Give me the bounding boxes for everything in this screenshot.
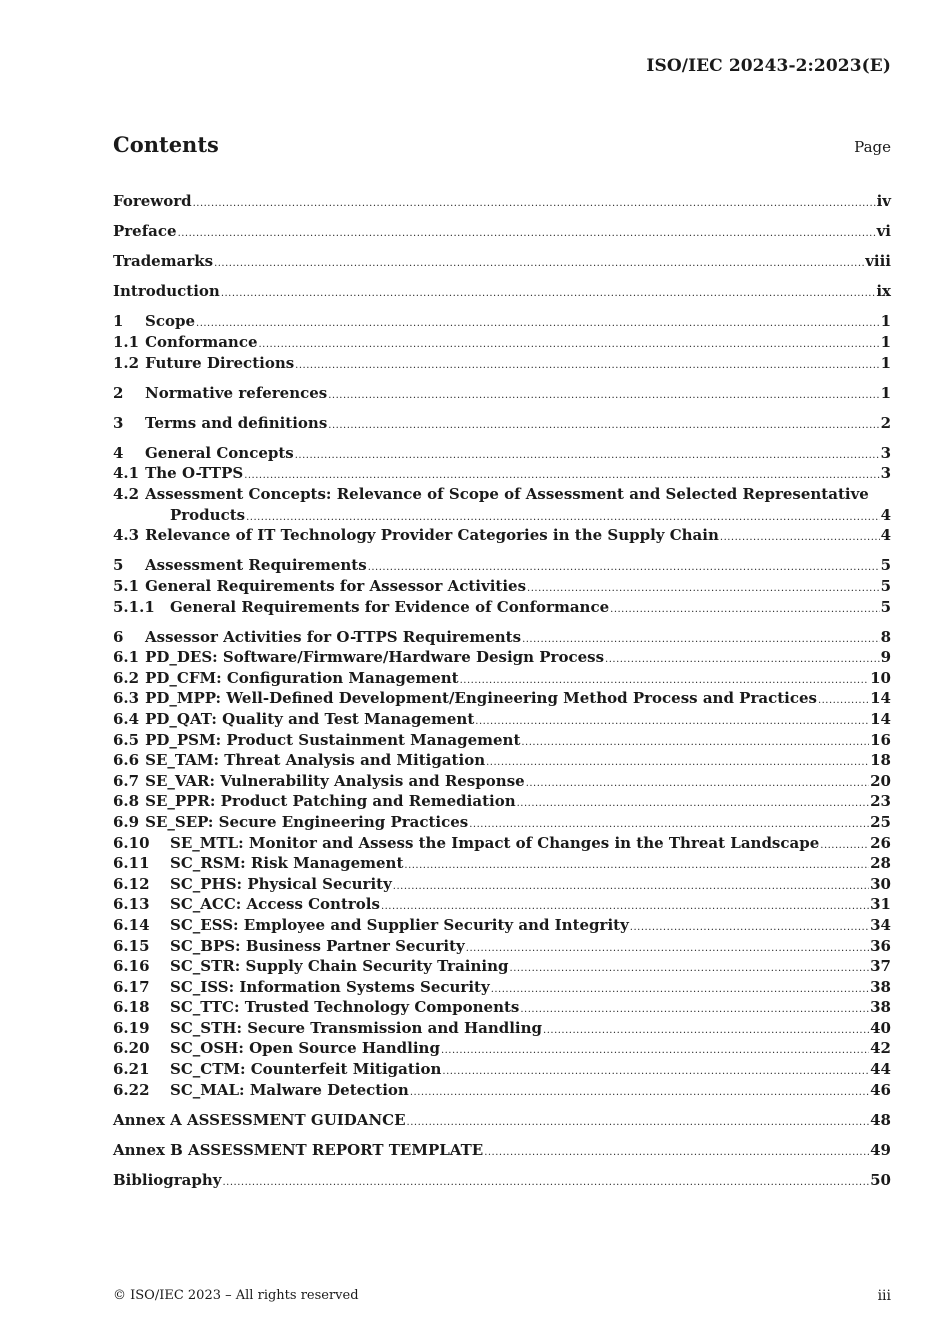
dot-leader [484,1143,869,1164]
toc-entry[interactable] [113,833,891,854]
toc-entry-title: Annex B ASSESSMENT REPORT TEMPLATE [113,1140,484,1159]
toc-entry-page: 38 [870,998,891,1017]
toc-group [113,555,891,617]
toc-entry-number: 6.3 [113,689,140,708]
toc-entry-title: Terms and definitions [145,413,328,432]
toc-entry-page: 9 [880,648,891,667]
toc-entry[interactable] [113,191,891,212]
toc-entry-title: General Concepts [145,443,294,462]
toc-entry-page: 2 [880,413,891,432]
dot-leader [404,856,869,877]
toc-entry-number: 1 [113,312,124,331]
dot-leader [328,416,879,437]
toc-entry-title: SE_VAR: Vulnerability Analysis and Response [145,771,525,790]
page-footer [113,1288,891,1304]
toc-entry[interactable] [113,555,891,576]
toc-entry-page: 14 [870,689,891,708]
contents-title: Contents [113,132,219,157]
toc-group [113,311,891,373]
toc-entry[interactable] [113,730,891,751]
toc-entry-title: SC_CTM: Counterfeit Mitigation [170,1060,442,1079]
dot-leader [820,836,869,857]
dot-leader [221,284,876,305]
toc-entry-number: 2 [113,383,124,402]
toc-entry-page: 25 [870,812,891,831]
toc-entry-page: 36 [870,936,891,955]
toc-entry[interactable] [113,1110,891,1131]
toc-group [113,383,891,404]
toc-entry-title: SE_TAM: Threat Analysis and Mitigation [145,751,486,770]
toc-entry-number: 6.19 [113,1018,150,1037]
toc-entry[interactable] [113,353,891,374]
toc-entry-number: 5.1 [113,576,140,595]
toc-entry-number: 1.2 [113,353,140,372]
toc-entry-number: 6.8 [113,792,140,811]
toc-group [113,1140,891,1161]
toc-entry-title: SC_ESS: Employee and Supplier Security and Integrity [170,915,629,934]
toc-entry-page: iv [876,192,891,210]
toc-entry-page: 50 [870,1170,891,1189]
toc-entry-page: 26 [870,833,891,852]
toc-entry-title: SC_RSM: Risk Management [170,854,404,873]
toc-entry-page: 4 [880,505,891,524]
toc-entry-number: 6.7 [113,771,140,790]
toc-entry-page: 10 [870,668,891,687]
toc-entry-number: 6 [113,627,124,646]
toc-entry[interactable] [113,771,891,792]
toc-entry[interactable] [113,1080,891,1101]
dot-leader [193,194,876,215]
toc-entry-title: SC_OSH: Open Source Handling [170,1039,440,1058]
toc-entry-title: SC_ACC: Access Controls [170,895,380,914]
toc-entry[interactable] [113,1018,891,1039]
toc-entry[interactable] [113,997,891,1018]
dot-leader [214,254,864,275]
toc-group [113,221,891,242]
dot-leader [610,600,879,621]
toc-entry-title: Assessment Concepts: Relevance of Scope of Assessment and Selected Representative [145,485,869,504]
dot-leader [259,335,880,356]
toc-entry-page: 42 [870,1039,891,1058]
toc-entry-title: Assessment Requirements [145,556,367,575]
toc-entry-title: Trademarks [113,252,214,271]
toc-entry-page: 49 [870,1140,891,1159]
toc-entry[interactable] [113,383,891,404]
toc-entry-number: 4.1 [113,464,140,483]
toc-entry-number: 4.3 [113,526,140,545]
toc-entry-title: PD_CFM: Configuration Management [145,668,459,687]
dot-leader [521,733,869,754]
page-number: iii [877,1288,891,1304]
dot-leader [178,224,876,245]
dot-leader [818,691,869,712]
dot-leader [520,1000,869,1021]
toc-entry-title: SC_TTC: Trusted Technology Components [170,998,520,1017]
toc-entry[interactable] [113,1170,891,1191]
toc-entry-number: 5.1.1 [113,597,155,616]
toc-entry[interactable] [113,443,891,464]
toc-entry[interactable] [113,750,891,771]
toc-entry-page: 16 [870,730,891,749]
toc-entry-page: vi [876,222,891,241]
dot-leader [543,1021,869,1042]
toc-entry-title: Normative references [145,383,328,402]
dot-leader [526,774,869,795]
toc-entry-number: 6.2 [113,668,140,687]
toc-entry-title: PD_MPP: Well-Defined Development/Engineering Method Process and Practices [145,689,817,708]
toc-entry-page: 48 [870,1110,891,1129]
toc-entry-number: 6.10 [113,833,150,852]
toc-entry-title: SC_ISS: Information Systems Security [170,977,490,996]
toc-entry-page: 28 [870,854,891,873]
toc-entry-page: 20 [870,771,891,790]
toc-entry-page: 4 [880,526,891,545]
toc-entry[interactable] [113,874,891,895]
toc-group [113,191,891,212]
toc-entry-title: SC_STR: Supply Chain Security Training [170,957,509,976]
toc-entry-continuation[interactable] [113,505,891,526]
table-of-contents [113,191,891,1200]
dot-leader [441,1041,869,1062]
toc-entry-page: 1 [880,383,891,402]
dot-leader [517,794,870,815]
toc-entry-title: General Requirements for Evidence of Conformance [170,597,610,616]
toc-entry-title: SC_BPS: Business Partner Security [170,936,465,955]
toc-entry[interactable] [113,956,891,977]
toc-entry-number: 6.16 [113,957,150,976]
toc-entry[interactable] [113,894,891,915]
toc-entry[interactable] [113,1038,891,1059]
dot-leader [720,528,880,549]
dot-leader [407,1113,870,1134]
toc-entry-title: Introduction [113,282,220,301]
dot-leader [491,980,869,1001]
toc-entry-number: 6.20 [113,1039,150,1058]
toc-entry-title: Relevance of IT Technology Provider Categories in the Supply Chain [145,526,719,545]
dot-leader [196,314,880,335]
dot-leader [486,753,869,774]
toc-entry-page: 44 [870,1060,891,1079]
dot-leader [475,712,869,733]
toc-entry-page: 5 [880,597,891,616]
toc-entry[interactable] [113,576,891,597]
toc-entry-number: 6.6 [113,751,140,770]
toc-entry-page: 1 [880,312,891,331]
toc-entry-page: viii [865,252,891,271]
toc-entry-page: 5 [880,576,891,595]
contents-title-row [113,132,891,157]
toc-entry-title: Bibliography [113,1170,222,1189]
toc-entry-page: 37 [870,957,891,976]
toc-entry[interactable] [113,647,891,668]
toc-entry[interactable] [113,1059,891,1080]
toc-entry-title: Preface [113,222,177,241]
toc-entry-number: 6.21 [113,1060,150,1079]
toc-entry-title: Annex A ASSESSMENT GUIDANCE [113,1110,406,1129]
dot-leader [510,959,870,980]
toc-group [113,443,891,546]
toc-entry[interactable] [113,525,891,546]
toc-group [113,413,891,434]
toc-entry-page: 30 [870,874,891,893]
toc-entry-title: SE_PPR: Product Patching and Remediation [145,792,516,811]
toc-entry[interactable] [113,597,891,618]
page-column-label: Page [854,138,891,156]
toc-entry[interactable] [113,812,891,833]
dot-leader [630,918,869,939]
toc-entry[interactable] [113,688,891,709]
toc-entry-title: SC_PHS: Physical Security [170,874,392,893]
toc-entry-number: 6.17 [113,977,150,996]
toc-entry-number: 3 [113,413,124,432]
toc-entry-page: 5 [880,556,891,575]
toc-entry-page: 8 [880,627,891,646]
dot-leader [295,446,880,467]
toc-entry-number: 6.1 [113,648,140,667]
toc-entry-number: 5 [113,556,124,575]
toc-entry-title: Conformance [145,332,258,351]
toc-entry-page: 1 [880,353,891,372]
toc-entry[interactable] [113,1140,891,1161]
toc-entry[interactable] [113,977,891,998]
toc-entry[interactable] [113,311,891,332]
toc-group [113,1110,891,1131]
toc-entry-title: Foreword [113,192,192,210]
toc-entry[interactable] [113,484,891,505]
toc-entry[interactable] [113,627,891,648]
toc-entry[interactable] [113,413,891,434]
toc-entry-page: 23 [870,792,891,811]
toc-entry-page: 14 [870,709,891,728]
toc-entry-number: 6.15 [113,936,150,955]
toc-group [113,281,891,302]
toc-entry[interactable] [113,936,891,957]
dot-leader [328,386,879,407]
toc-entry[interactable] [113,463,891,484]
toc-entry-page: 34 [870,915,891,934]
toc-entry-number: 6.22 [113,1080,150,1099]
toc-entry-number: 6.12 [113,874,150,893]
toc-entry-page: 40 [870,1018,891,1037]
toc-entry-title: Scope [145,312,196,331]
dot-leader [410,1083,869,1104]
toc-entry-title: SC_MAL: Malware Detection [170,1080,409,1099]
toc-entry-page: ix [876,282,891,301]
copyright-notice: © ISO/IEC 2023 – All rights reserved [113,1288,359,1303]
toc-group [113,251,891,272]
toc-entry-page: 1 [880,332,891,351]
dot-leader [393,877,869,898]
toc-entry-title: PD_DES: Software/Firmware/Hardware Design Process [145,648,605,667]
toc-entry-page: 3 [880,443,891,462]
toc-entry-title: General Requirements for Assessor Activities [145,576,527,595]
toc-entry-number: 6.14 [113,915,150,934]
toc-entry-number: 6.18 [113,998,150,1017]
dot-leader [466,939,869,960]
dot-leader [295,356,879,377]
toc-entry-number: 6.11 [113,854,150,873]
toc-entry-title: SE_SEP: Secure Engineering Practices [145,812,469,831]
toc-entry-number: 6.13 [113,895,150,914]
toc-entry-number: 6.4 [113,709,140,728]
toc-entry-page: 3 [880,464,891,483]
toc-entry[interactable] [113,709,891,730]
toc-group [113,1170,891,1191]
toc-entry-number: 4.2 [113,485,140,504]
toc-entry-title: SE_MTL: Monitor and Assess the Impact of Changes in the Threat Landscape [170,833,820,852]
toc-entry-title: PD_QAT: Quality and Test Management [145,709,475,728]
toc-entry-title: Future Directions [145,353,295,372]
toc-entry-title: Products [170,505,246,524]
toc-entry-title: Assessor Activities for O-TTPS Requirements [145,627,522,646]
toc-entry[interactable] [113,221,891,242]
toc-entry[interactable] [113,853,891,874]
toc-entry[interactable] [113,668,891,689]
toc-entry-page: 46 [870,1080,891,1099]
toc-entry[interactable] [113,915,891,936]
dot-leader [442,1062,869,1083]
toc-entry-page: 31 [870,895,891,914]
toc-entry-page: 38 [870,977,891,996]
document-id: ISO/IEC 20243-2:2023(E) [646,56,891,76]
toc-entry-title: SC_STH: Secure Transmission and Handling [170,1018,543,1037]
toc-entry[interactable] [113,332,891,353]
toc-group [113,627,891,1101]
dot-leader [605,650,880,671]
toc-entry-number: 6.9 [113,812,140,831]
toc-entry[interactable] [113,251,891,272]
toc-entry[interactable] [113,281,891,302]
toc-entry-page: 18 [870,751,891,770]
toc-entry-title: The O-TTPS [145,464,244,483]
toc-entry-number: 4 [113,443,124,462]
toc-entry-title: PD_PSM: Product Sustainment Management [145,730,521,749]
toc-entry[interactable] [113,791,891,812]
toc-entry-number: 6.5 [113,730,140,749]
dot-leader [223,1173,870,1194]
toc-entry-number: 1.1 [113,332,140,351]
